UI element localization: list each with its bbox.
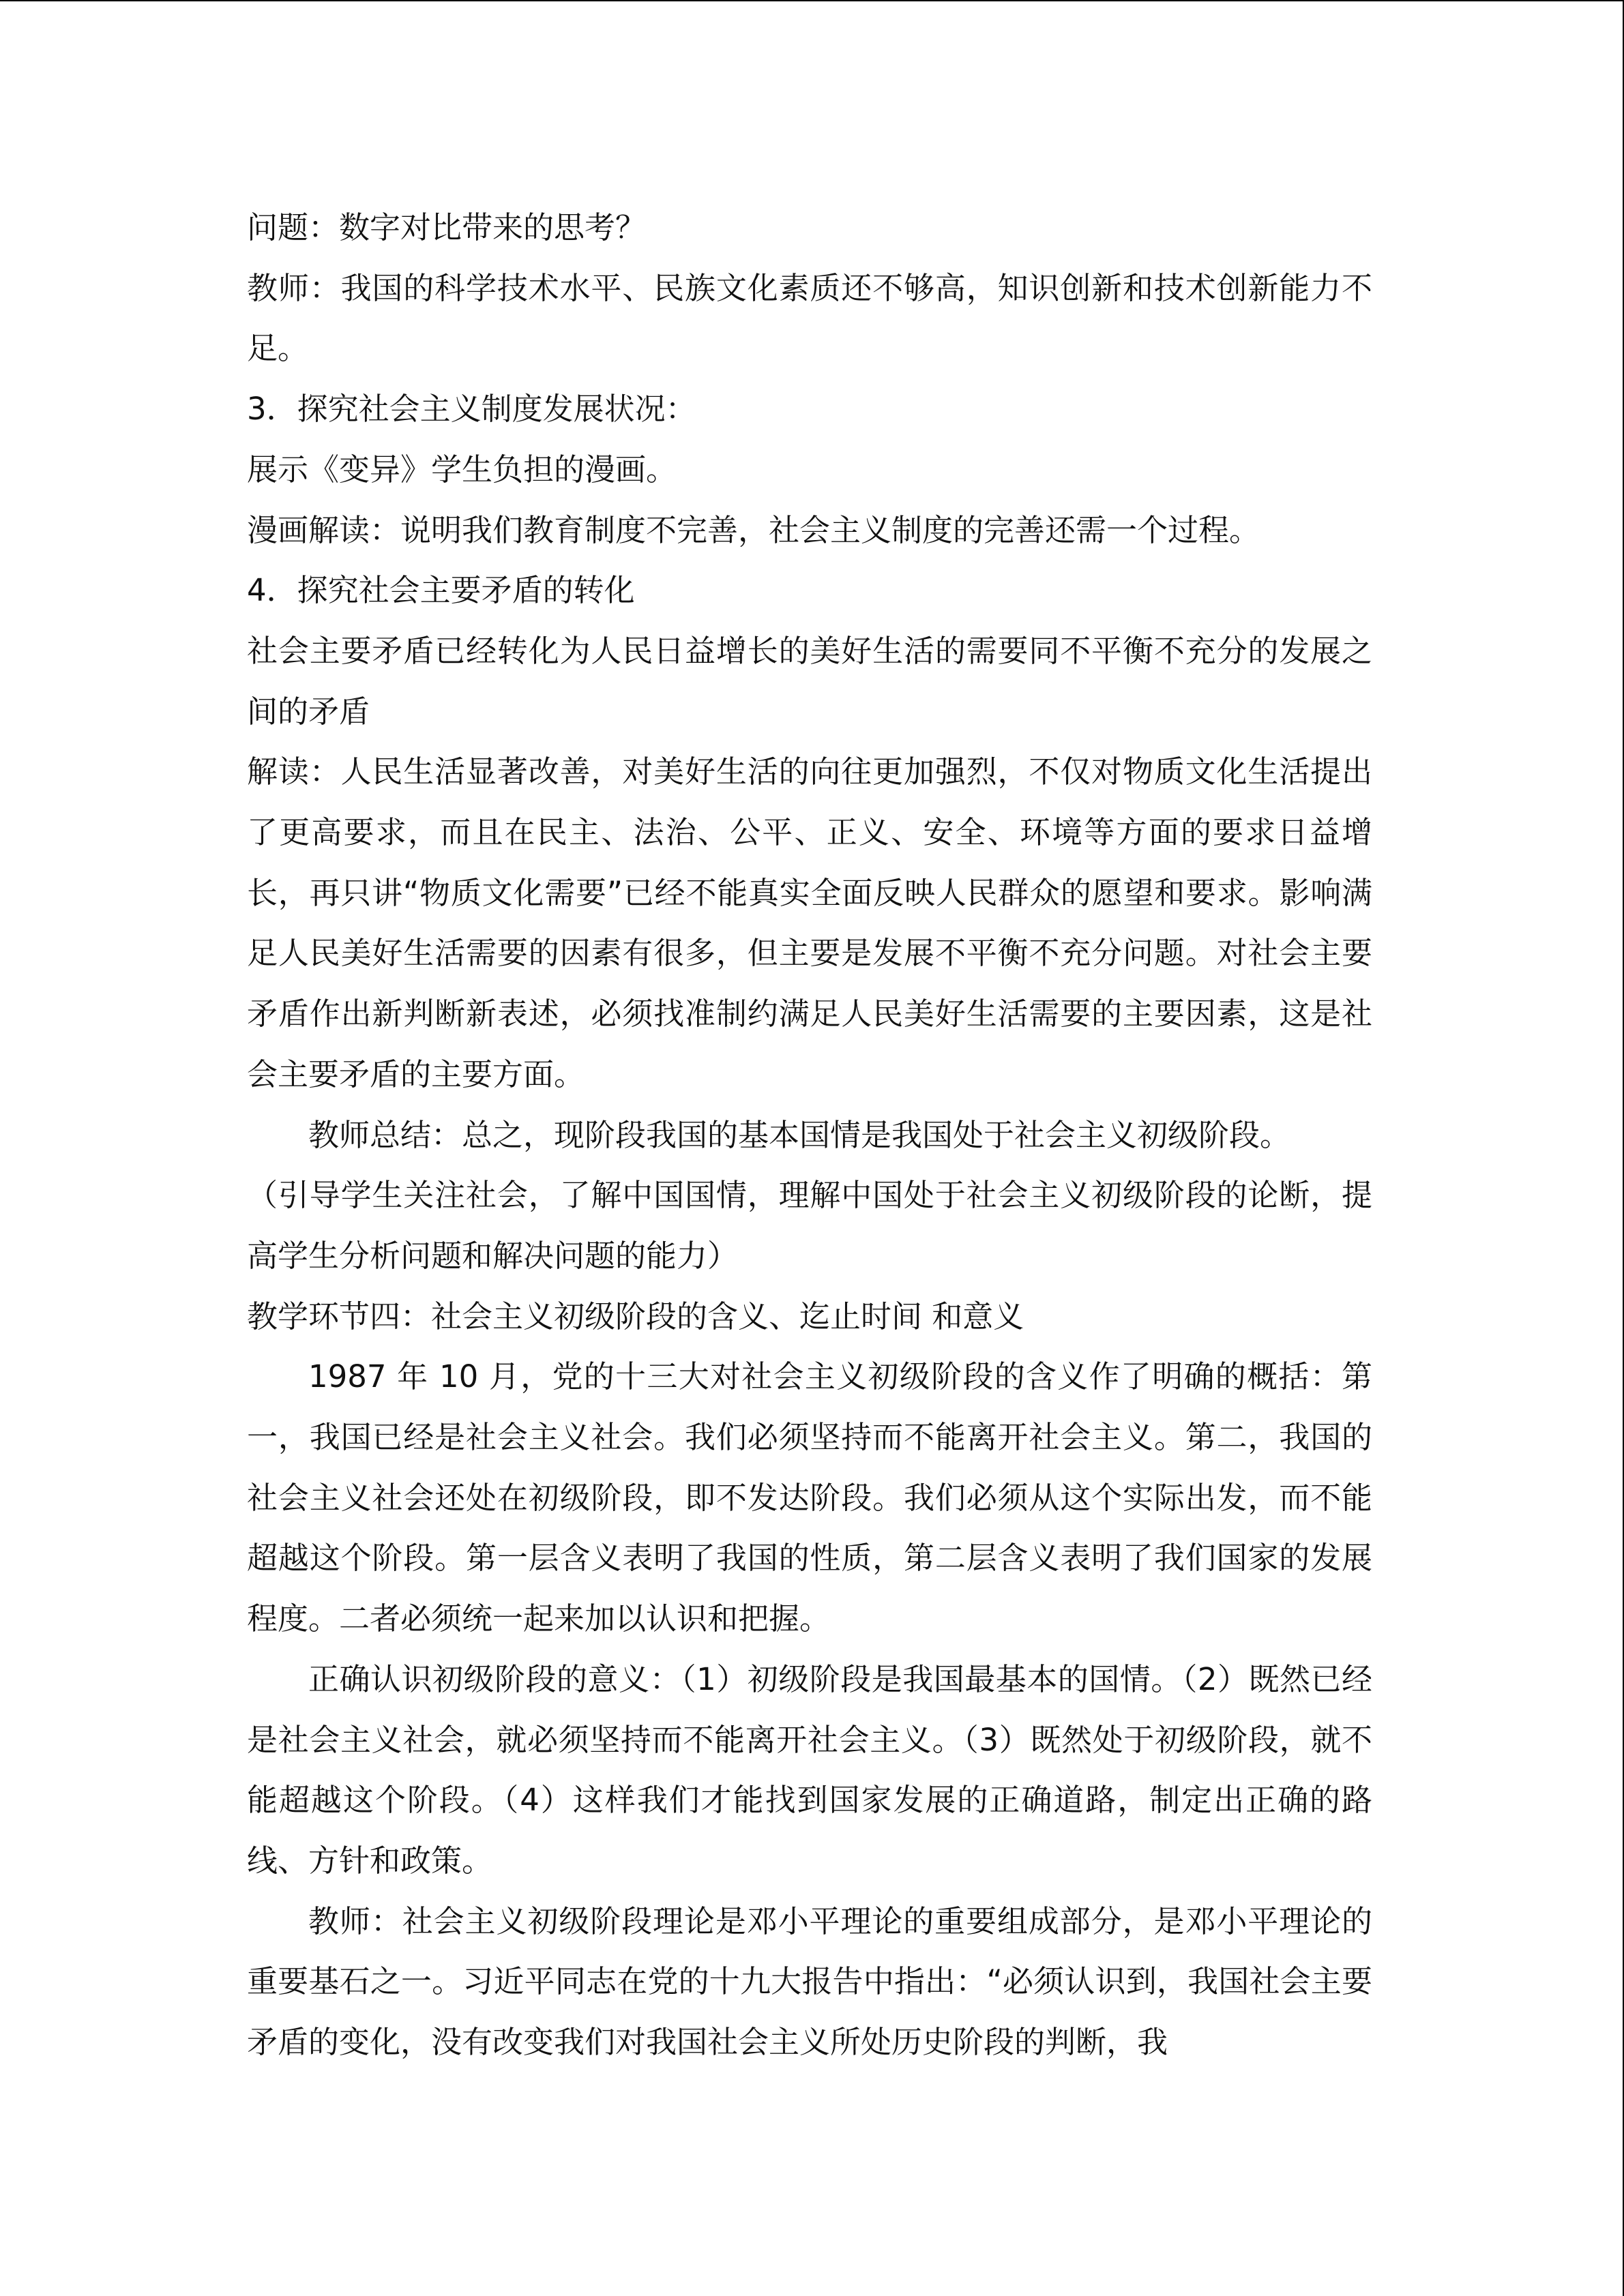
paragraph-section-4-heading: 4．探究社会主要矛盾的转化 xyxy=(247,572,635,609)
paragraph-show-cartoon: 展示《变异》学生负担的漫画。 xyxy=(247,451,677,488)
paragraph-teacher-summary: 教师总结：总之，现阶段我国的基本国情是我国处于社会主义初级阶段。 xyxy=(308,1116,1291,1153)
paragraph-teacher-theory: 教师：社会主义初级阶段理论是邓小平理论的重要组成部分，是邓小平理论的重要基石之一。习近平同志在党的十九大报告中指出：“必须认识到，我国社会主要矛盾的变化，没有改变我们对我国社会主义所处历史阶段的判断，我 xyxy=(247,1903,1372,2061)
document-body xyxy=(247,198,1372,2073)
paragraph-main-contradiction: 社会主要矛盾已经转化为人民日益增长的美好生活的需要同不平衡不充分的发展之间的矛盾 xyxy=(247,632,1372,730)
paragraph-question: 问题：数字对比带来的思考？ xyxy=(247,209,647,245)
paragraph-teaching-step-4-heading: 教学环节四：社会主义初级阶段的含义、迄止时间 和意义 xyxy=(247,1298,1024,1335)
paragraph-interpretation: 解读：人民生活显著改善，对美好生活的向往更加强烈，不仅对物质文化生活提出了更高要求，而且在民主、法治、公平、正义、安全、环境等方面的要求日益增长，再只讲“物质文化需要”已经不能真实全面反映人民群众的愿望和要求。影响满足人民美好生活需要的因素有很多，但主要是发展不平衡不充分问题。对社会主要矛盾作出新判断新表述，必须找准制约满足人民美好生活需要的主要因素，这是社会主要矛盾的主要方面。 xyxy=(247,754,1372,1092)
paragraph-13th-congress: 1987 年 10 月，党的十三大对社会主义初级阶段的含义作了明确的概括：第一，我国已经是社会主义社会。我们必须坚持而不能离开社会主义。第二，我国的社会主义社会还处在初级阶段，即不发达阶段。我们必须从这个实际出发，而不能超越这个阶段。第一层含义表明了我国的性质，第二层含义表明了我们国家的发展程度。二者必须统一起来加以认识和把握。 xyxy=(247,1358,1372,1637)
paragraph-cartoon-reading: 漫画解读：说明我们教育制度不完善，社会主义制度的完善还需一个过程。 xyxy=(247,511,1260,548)
paragraph-teacher-answer: 教师：我国的科学技术水平、民族文化素质还不够高，知识创新和技术创新能力不足。 xyxy=(247,269,1372,367)
paragraph-section-3-heading: 3．探究社会主义制度发展状况： xyxy=(247,391,696,428)
paragraph-guidance-note: （引导学生关注社会，了解中国国情，理解中国处于社会主义初级阶段的论断，提高学生分析问题和解决问题的能力） xyxy=(247,1177,1372,1274)
paragraph-significance: 正确认识初级阶段的意义：（1）初级阶段是我国最基本的国情。（2）既然已经是社会主义社会，就必须坚持而不能离开社会主义。（3）既然处于初级阶段，就不能超越这个阶段。（4）这样我们才能找到国家发展的正确道路，制定出正确的路线、方针和政策。 xyxy=(247,1660,1372,1879)
